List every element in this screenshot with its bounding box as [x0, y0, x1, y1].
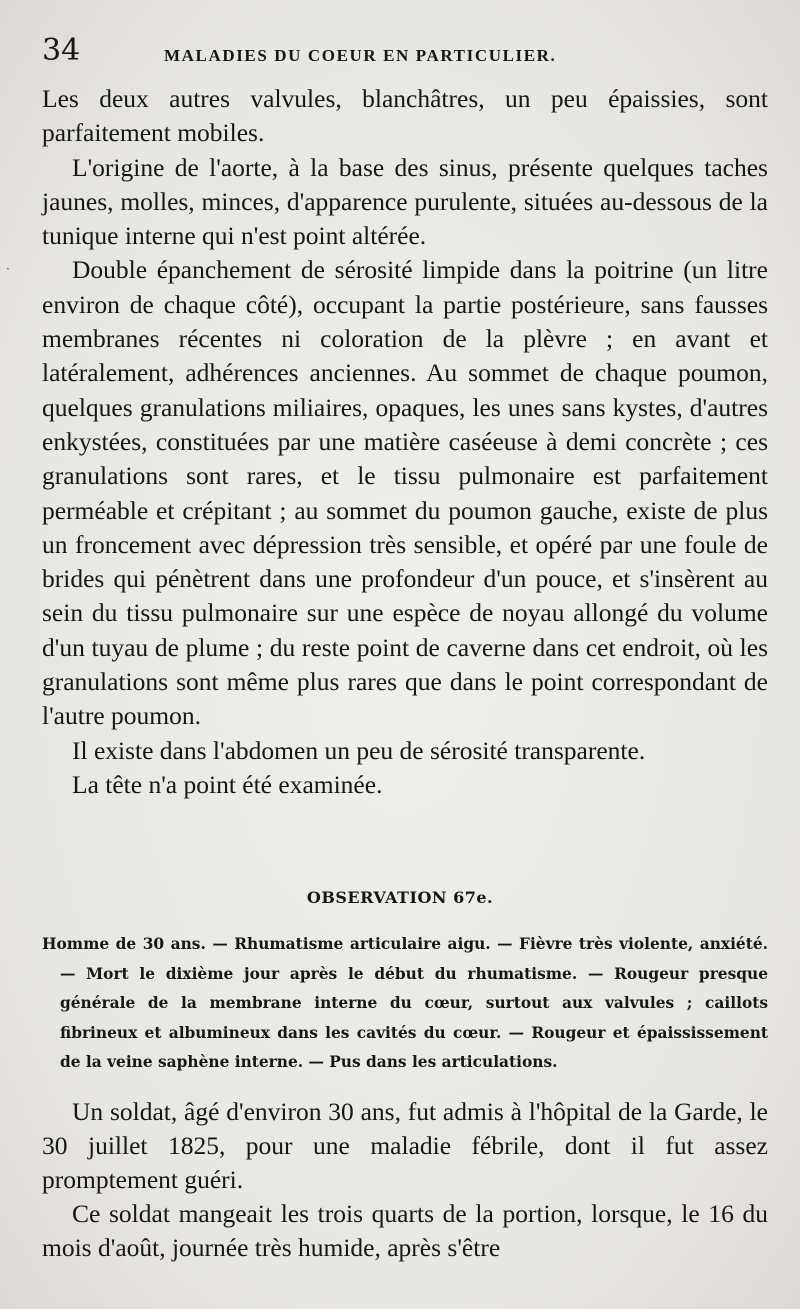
page-header [40, 32, 780, 72]
paragraph: L'origine de l'aorte, à la base des sinus, présente quelques taches jaunes, molles, minces, d'apparence purulente, situées au-dessous de la tunique interne qui n'est point altérée. [42, 152, 768, 251]
summary-text: Homme de 30 ans. — Rhumatisme articulaire aigu. — Fièvre très violente, anxiété. — Mort le dixième jour après le début du rhumatisme. — Rougeur presque générale de la membrane interne du cœur, surtout aux valvules ; caillots fibrineux et albumineux dans les cavités du cœur. — Rougeur et épaississement de la veine saphène interne. — Pus dans les articulations. [42, 935, 768, 1071]
paragraph: Il existe dans l'abdomen un peu de sérosité transparente. [72, 735, 646, 765]
margin-mark: · [6, 262, 10, 276]
body-text [42, 82, 768, 802]
observation-title: OBSERVATION 67e. [306, 888, 494, 907]
observation-body [42, 1095, 768, 1265]
running-title: MALADIES DU COEUR EN PARTICULIER. [164, 46, 557, 65]
paragraph: La tête n'a point été examinée. [72, 769, 383, 799]
observation-summary [42, 930, 768, 1078]
paragraph: Un soldat, âgé d'environ 30 ans, fut admis à l'hôpital de la Garde, le 30 juillet 1825, pour une maladie fébrile, dont il fut assez promptement guéri. [42, 1097, 768, 1194]
page-number: 34 [42, 33, 81, 68]
paragraph: Double épanchement de sérosité limpide dans la poitrine (un litre environ de chaque côté), occupant la partie postérieure, sans fausses membranes récentes ni coloration de la plèvre ; en avant et latéralement, adhérences anciennes. Au sommet de chaque poumon, quelques granulations miliaires, opaques, les unes sans kystes, d'autres enkystées, constituées par une matière caséeuse à demi concrète ; ces granulations sont rares, et le tissu pulmonaire est parfaitement perméable et crépitant ; au sommet du poumon gauche, existe de plus un froncement avec dépression très sensible, et opéré par une foule de brides qui pénètrent dans une profondeur d'un pouce, et s'insèrent au sein du tissu pulmonaire sur une espèce de noyau allongé du volume d'un tuyau de plume ; du reste point de caverne dans cet endroit, où les granulations sont même plus rares que dans le point correspondant de l'autre poumon. [42, 255, 768, 731]
paragraph: Ce soldat mangeait les trois quarts de la portion, lorsque, le 16 du mois d'août, journée très humide, après s'être [42, 1199, 768, 1262]
paragraph: Les deux autres valvules, blanchâtres, un peu épaissies, sont parfaitement mobiles. [42, 84, 768, 148]
